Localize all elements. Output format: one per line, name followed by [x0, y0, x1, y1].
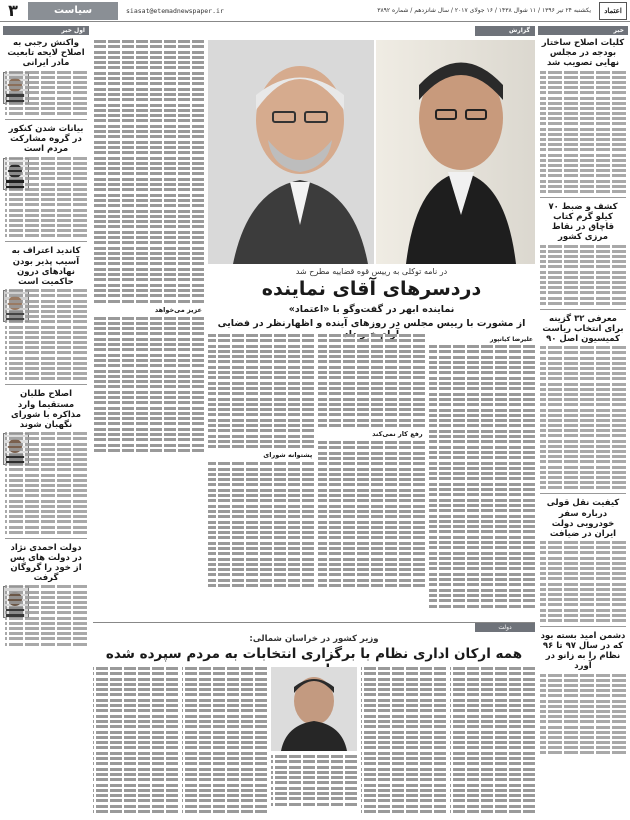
article-subhead: رفع کار نمی‌کند [372, 430, 423, 439]
main-subheadline-1: نماینده ابهر در گفت‌وگو با «اعتماد» [288, 304, 455, 315]
article-text [271, 755, 357, 806]
masthead-logo: اعتماد [599, 2, 627, 20]
divider [5, 119, 87, 120]
article-text [318, 334, 424, 427]
article-text [208, 462, 314, 587]
article-text [208, 334, 314, 448]
article-text [361, 667, 446, 820]
right-item-headline[interactable]: دشمن امید بسته بود که در سال ۹۷ تا ۹۶ نظام را به زانو در آورد [540, 630, 626, 672]
site-url[interactable]: siasat@etemadnewspaper.ir [126, 6, 224, 15]
left-column [3, 26, 89, 820]
divider [5, 384, 87, 385]
lower-headline[interactable]: همه ارکان اداری نظام با برگزاری انتخابات به مردم سپرده شده [105, 646, 523, 662]
story-column [208, 334, 314, 634]
main-story-area [93, 26, 535, 820]
article-text [318, 441, 424, 587]
right-column-label-text: خبر [613, 27, 624, 34]
page-number: ۳ [8, 0, 18, 20]
left-item-headline[interactable]: دولت احمدی نژاد در دولت های پس از خود را گروگان گرفت [9, 542, 83, 584]
left-item-headline[interactable]: اصلاح طلبان مستقیما وارد مذاکره با شورای نگهبان شوند [11, 389, 81, 430]
right-item-body [538, 541, 628, 622]
story-column [318, 334, 424, 634]
left-item-body [3, 71, 89, 116]
article-subhead: پشتوانه شورای [263, 451, 313, 460]
right-item-body [538, 346, 628, 489]
lower-story-label: دولت [475, 623, 535, 632]
main-kicker: در نامه توکلی به رییس قوه قضاییه مطرح شد [295, 267, 448, 276]
left-column-label [3, 26, 89, 35]
divider [540, 309, 626, 310]
divider [540, 626, 626, 627]
story-column [429, 334, 535, 634]
left-column-label-text: اول خبر [61, 27, 85, 34]
right-column [538, 26, 628, 820]
issue-line: یکشنبه ۲۴ تیر ۱۳۹۶ / ۱۱ شوال ۱۴۳۸ / ۱۶ جولای ۲۰۱۷ / سال شانزدهم / شماره ۳۸۹۲ [377, 7, 591, 14]
main-kicker-label: گزارش [475, 26, 535, 36]
byline: علیرضا کیانپور [490, 336, 533, 343]
article-text [93, 667, 178, 820]
right-item-headline[interactable]: معرفی ۳۲ گزینه برای انتخاب ریاست کمیسیون اصل ۹۰ [542, 313, 624, 345]
main-headline[interactable]: دردسرهای آقای نماینده [261, 278, 482, 300]
main-story-columns [208, 334, 535, 634]
lower-kicker: وزیر کشور در خراسان شمالی: [249, 634, 379, 644]
section-tag: سیاست [28, 2, 118, 20]
right-item-body [538, 245, 628, 305]
article-text [429, 345, 535, 608]
left-item-headline[interactable]: کاندید اعتراف به آسیب پذیر بودن نهادهای درون حاکمیت است [11, 246, 81, 287]
lead-photo-left [208, 40, 374, 264]
left-item-headline[interactable]: واکنش رجبی به اصلاح لایحه تابعیت مادر ایرانی [7, 38, 85, 69]
divider [540, 197, 626, 198]
photo-row [208, 40, 535, 264]
right-column-label [538, 26, 628, 35]
left-item-headline[interactable]: بیانات شدن کنکور در گروه مشارکت مردم است [8, 124, 84, 155]
article-text [93, 317, 204, 452]
page-header [0, 0, 630, 22]
right-item-headline[interactable]: کیفیت نقل قولی درباره سفر خودرویی دولت ایران در ضیافت [546, 498, 620, 539]
minister-photo [271, 667, 357, 751]
divider [540, 493, 626, 494]
article-text [93, 40, 204, 303]
right-item-headline[interactable]: کلیات اصلاح ساختار بودجه در مجلس نهایی تصویب شد [541, 38, 625, 69]
right-item-body [538, 71, 628, 193]
divider [5, 538, 87, 539]
left-item-body [3, 157, 89, 238]
right-item-body [538, 674, 628, 755]
right-item-headline[interactable]: کشف و ضبط ۷۰ کیلو گرم کتاب قاچاق در نقاط مرزی کشور [548, 201, 618, 243]
article-text [450, 667, 535, 820]
main-text-column [93, 40, 206, 432]
article-subhead: عزیز می‌خواهد [154, 305, 202, 314]
divider [5, 241, 87, 242]
main-subheadline-2: از مشورت با رییس مجلس در روزهای آینده و اظهارنظر در فضایی [217, 318, 526, 329]
article-text [182, 667, 267, 820]
lower-story [93, 622, 535, 820]
left-item-body [3, 432, 89, 534]
lower-story-body [93, 667, 535, 820]
lead-photo-right [376, 40, 535, 264]
